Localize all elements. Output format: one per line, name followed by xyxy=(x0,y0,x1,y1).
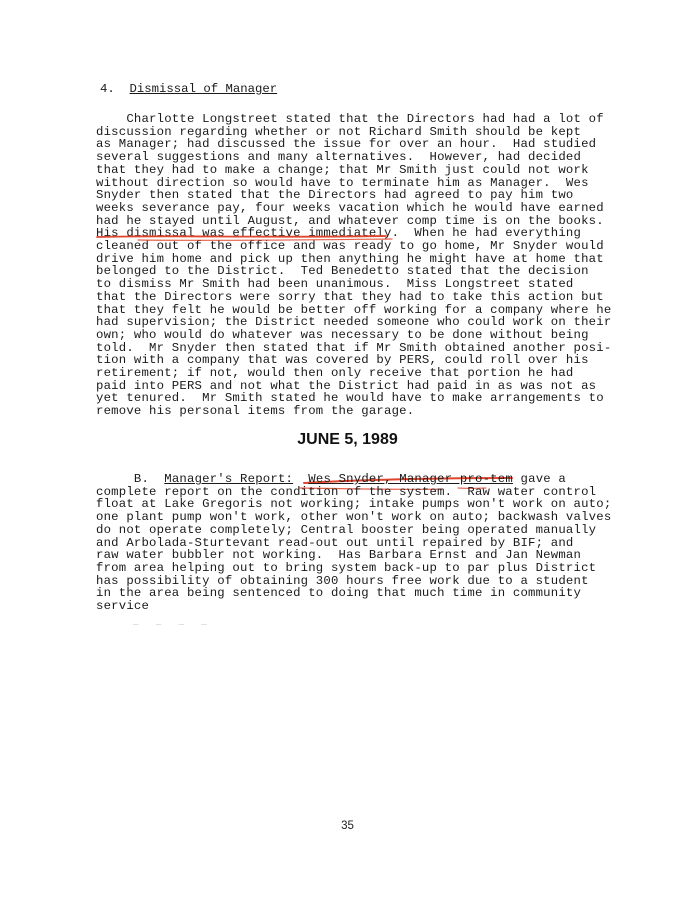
report-first-line xyxy=(96,473,616,486)
paragraph-line: Charlotte Longstreet stated that the Directors had had a lot of xyxy=(96,112,604,126)
paragraph-line: His dismissal was effective immediately. When he had everything xyxy=(96,226,582,241)
report-line: raw water bubbler not working. Has Barbara Ernst and Jan Newman xyxy=(96,548,582,563)
paragraph-line: weeks severance pay, four weeks vacation which he would have earned xyxy=(96,200,604,215)
section-title: Dismissal of Manager xyxy=(129,82,278,96)
report-title: Manager's Report: xyxy=(164,472,294,486)
paragraph-line: without direction so would have to terminate him as Manager. Wes xyxy=(96,175,589,190)
paragraph-line: that the Directors were sorry that they had to take this action but xyxy=(96,289,604,304)
paragraph-line: paid into PERS and not what the District had paid in as was not as xyxy=(96,378,597,393)
paragraph-line: that they had to make a change; that Mr Smith just could not work xyxy=(96,162,589,177)
paragraph-line: had he stayed until August, and whatever comp time is on the books. xyxy=(96,213,604,228)
cropped-text-fragment: _ _ _ _ xyxy=(133,617,213,627)
paragraph-line: yet tenured. Mr Smith stated he would have to make arrangements to xyxy=(96,391,604,406)
report-line: and Arbolada-Sturtevant read-out out until repaired by BIF; and xyxy=(96,535,574,550)
paragraph-line: several suggestions and many alternatives. However, had decided xyxy=(96,150,582,165)
report-first-line-rest: gave a xyxy=(520,472,567,486)
dismissal-paragraph xyxy=(96,113,616,418)
paragraph-line: retirement; if not, would then only receive that portion he had xyxy=(96,366,574,381)
page-number: 35 xyxy=(341,820,354,832)
paragraph-line: discussion regarding whether or not Richard Smith should be kept xyxy=(96,124,582,139)
paragraph-line: drive him home and pick up then anything he might have at home that xyxy=(96,251,604,266)
section-heading xyxy=(100,82,277,96)
report-presenter: Wes Snyder, Manager pro-tem xyxy=(308,472,513,486)
report-line: in the area being sentenced to doing that much time in community xyxy=(96,586,582,601)
report-line: float at Lake Gregoris not working; intake pumps won't work on auto; xyxy=(96,497,612,512)
report-item-letter: B. xyxy=(133,472,150,486)
managers-report-paragraph xyxy=(96,473,616,613)
report-line: one plant pump won't work, other won't work on auto; backwash valves xyxy=(96,510,612,525)
report-line: complete report on the condition of the system. Raw water control xyxy=(96,484,597,499)
meeting-date-heading: JUNE 5, 1989 xyxy=(297,431,398,448)
report-line: do not operate completely; Central booster being operated manually xyxy=(96,522,597,537)
report-line: from area helping out to bring system back-up to par plus District xyxy=(96,560,597,575)
report-line: has possibility of obtaining 300 hours free work due to a student xyxy=(96,573,589,588)
paragraph-line: as Manager; had discussed the issue for over an hour. Had studied xyxy=(96,137,597,152)
report-line: service xyxy=(96,599,150,614)
section-number: 4. xyxy=(100,82,115,96)
paragraph-line: told. Mr Snyder then stated that if Mr Smith obtained another posi- xyxy=(96,340,612,355)
paragraph-line: remove his personal items from the garage. xyxy=(96,404,415,419)
paragraph-line: to dismiss Mr Smith had been unanimous. Miss Longstreet stated xyxy=(96,277,574,292)
paragraph-line: tion with a company that was covered by PERS, could roll over his xyxy=(96,353,589,368)
paragraph-line: that they felt he would be better off working for a company where he xyxy=(96,302,612,317)
paragraph-line: belonged to the District. Ted Benedetto stated that the decision xyxy=(96,264,589,279)
paragraph-line: Snyder then stated that the Directors had agreed to pay him two xyxy=(96,188,574,203)
paragraph-line: cleaned out of the office and was ready to go home, Mr Snyder would xyxy=(96,239,604,254)
paragraph-line: had supervision; the District needed someone who could work on their xyxy=(96,315,612,330)
paragraph-line: own; who would do whatever was necessary to be done without being xyxy=(96,327,589,342)
